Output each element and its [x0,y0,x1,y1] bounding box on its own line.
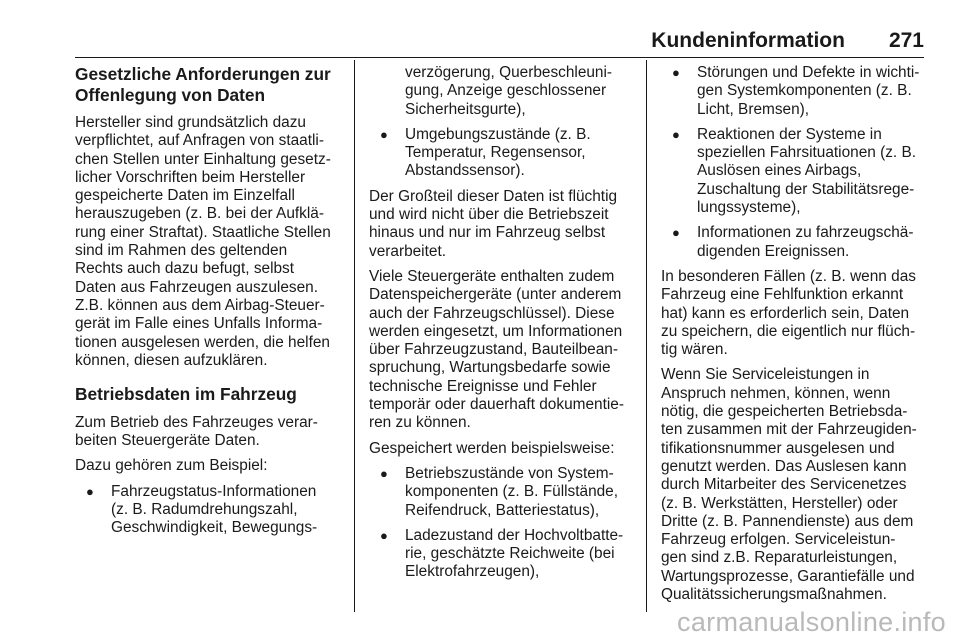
bullet-icon: ● [380,527,388,543]
bullet-icon: ● [672,126,680,142]
header-rule [75,57,924,58]
column-divider-left [354,60,355,612]
list-item-text: Störungen und Defekte in wichti‐ gen Systemkomponenten (z. B. Licht, Bremsen), [697,64,920,118]
section-heading-legal: Gesetzliche Anforderungen zur Offenlegung von Daten [75,64,331,105]
paragraph-legal: Hersteller sind grundsätzlich dazu verpflichtet, auf Anfragen von staatli‐ chen Stellen unter Einhaltung gesetz‐ licher Vorschriften beim Hersteller gespeicherte Daten im Einzelfall herauszugeben (z. B. bei der Aufklä‐ rung einer Straftat). Staatliche Stellen sind im Rahmen des geltenden Rechts auch dazu befugt, selbst Daten aus Fahrzeugen auszulesen. Z.B. können aus dem Airbag-Steuer‐ gerät im Falle eines Unfalls Informa‐ tionen ausgelesen werden, die helfen können, diesen aufzuklären. [75,114,331,369]
list-item-text: Umgebungszustände (z. B. Temperatur, Regensensor, Abstandssensor). [405,125,591,180]
column-1 [75,64,345,544]
column-divider-right [646,60,647,612]
paragraph-volatile-data: Der Großteil dieser Daten ist flüchtig und wird nicht über die Betriebszeit hinaus und nur im Fahrzeug selbst verarbeitet. [369,187,618,260]
bullet-icon: ● [672,65,680,80]
list-item-text: Ladezustand der Hochvoltbatte‐ rie, geschätzte Reichweite (bei Elektrofahrzeugen), [405,526,624,581]
list-item [369,465,635,520]
page-number: 271 [888,29,924,52]
list-item [75,483,345,538]
list-item-continuation: verzögerung, Querbeschleuni‐ gung, Anzeige geschlossener Sicherheitsgurte), [405,64,613,118]
list-item [661,126,928,217]
section-heading-operating-data: Betriebsdaten im Fahrzeug [75,384,297,405]
list-item [369,527,635,582]
list-item-text: Reaktionen der Systeme in speziellen Fahrsituationen (z. B. Auslösen eines Airbags, Zuschaltung der Stabilitätsrege‐ lungssysteme), [697,125,917,217]
list-item [661,64,928,119]
list-item-text: Informationen zu fahrzeugschä‐ digenden Ereignissen. [697,224,914,260]
paragraph-examples-intro: Dazu gehören zum Beispiel: [75,457,268,475]
list-item-text: Fahrzeugstatus-Informationen (z. B. Radumdrehungszahl, Geschwindigkeit, Bewegungs‐ [111,482,318,537]
paragraph-service: Wenn Sie Serviceleistungen in Anspruch nehmen, können, wenn nötig, die gespeicherten Betriebsda‐ ten zusammen mit der Fahrzeugiden‐ tifikationsnummer ausgelesen und genutzt werden. Das Auslesen kann durch Mitarbeiter des Servicenetzes (z. B. Werkstätten, Hersteller) oder Dritte (z. B. Pannendienste) aus dem Fahrzeug erfolgen. Serviceleistun‐ gen sind z.B. Reparaturleistungen, Wartungsprozesse, Garantiefälle und Qualitätssicherungsmaßnahmen. [661,366,917,604]
bullet-icon: ● [86,483,94,499]
bullet-icon: ● [380,465,388,481]
bullet-icon: ● [380,126,388,142]
list-item [369,126,635,181]
paragraph-storage-devices: Viele Steuergeräte enthalten zudem Datenspeichergeräte (unter anderem auch der Fahrzeugschlüssel). Diese werden eingesetzt, um Informationen über Fahrzeugzustand, Bauteilbean‐ spruchung, Wartungsbedarfe sowie technische Ereignisse und Fehler temporär oder dauerhaft dokumentie‐ ren zu können. [369,267,624,432]
paragraph-special-cases: In besonderen Fällen (z. B. wenn das Fahrzeug eine Fehlfunktion erkannt hat) kann es erforderlich sein, Daten zu speichern, die eigentlich nur flüch‐ tig wären. [661,267,916,359]
column-3 [661,64,928,611]
page-header [75,26,924,56]
watermark: carmanualsonline.info [677,607,946,637]
bullet-icon: ● [672,225,680,241]
paragraph-stored-examples: Gespeichert werden beispielsweise: [369,439,615,457]
list-item [661,224,928,261]
page-title: Kundeninformation [651,29,845,52]
column-2 [369,64,635,589]
list-item-text: Betriebszustände von System‐ komponenten (z. B. Füllstände, Reifendruck, Batteriestatus), [405,464,619,519]
paragraph-operating-intro: Zum Betrieb des Fahrzeuges verar‐ beiten Steuergeräte Daten. [75,413,318,449]
